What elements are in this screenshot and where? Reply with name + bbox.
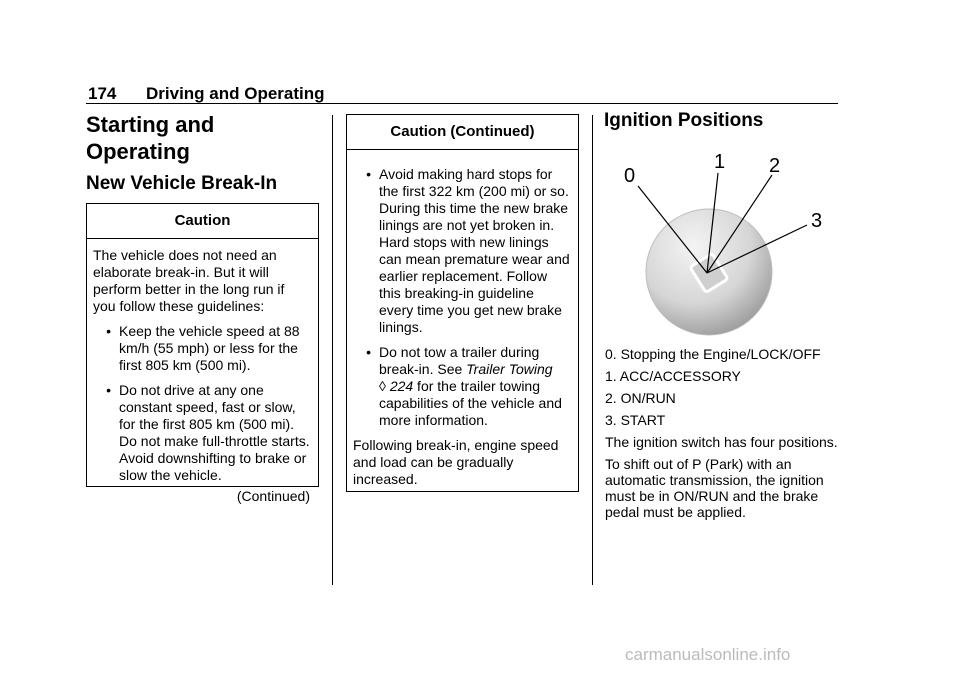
section-title: Driving and Operating xyxy=(146,84,325,103)
positions-list xyxy=(605,346,840,526)
list-item xyxy=(93,323,310,374)
caution-heading: Caution xyxy=(87,204,318,239)
column-divider-right xyxy=(592,115,593,585)
caution-body xyxy=(347,150,578,502)
bullet-icon: • xyxy=(366,344,371,360)
bullet-text: Keep the vehicle speed at 88 km/h (55 mph) or less for the first 805 km (500 mi). xyxy=(119,323,300,373)
page-heading-line1: Starting and xyxy=(86,112,215,137)
list-item: 1. ACC/ACCESSORY xyxy=(605,368,741,384)
page-heading-line2: Operating xyxy=(86,139,190,164)
bullet-text: Avoid making hard stops for the first 322 km (200 mi) or so. During this time the new brake linings are not yet broken in. Hard stops with new linings can mean premature wear and earlier replacement. Follow this breaking-in guideline every time you get new brake linings. xyxy=(379,166,570,335)
caution-intro: The vehicle does not need an elaborate break-in. But it will perform better in the long run if you follow these guidelines: xyxy=(93,247,285,314)
column-divider-left xyxy=(332,115,333,585)
trailer-towing-link[interactable]: Trailer Towing xyxy=(466,361,553,377)
bullet-icon: • xyxy=(106,323,111,339)
caution-heading: Caution (Continued) xyxy=(347,115,578,150)
page-heading xyxy=(86,111,214,165)
position-label-0: 0 xyxy=(624,165,636,187)
list-item: 0. Stopping the Engine/LOCK/OFF xyxy=(605,346,821,362)
caution-box-middle xyxy=(346,114,579,492)
ignition-shift-text: To shift out of P (Park) with an automatic transmission, the ignition must be in ON/RUN and the brake pedal must be applied. xyxy=(605,456,824,520)
bullet-icon: • xyxy=(366,166,371,182)
list-item: 2. ON/RUN xyxy=(605,390,676,406)
ignition-diagram xyxy=(606,140,838,340)
caution-body xyxy=(87,239,318,511)
bullet-text-post: for the trailer towing capabilities of the vehicle and more information. xyxy=(379,378,562,428)
list-item xyxy=(353,166,570,336)
bullet-text xyxy=(379,344,570,429)
bullet-text: Do not drive at any one constant speed, fast or slow, for the first 805 km (500 mi). Do not make full-throttle starts. Avoid downshifting to brake or slow the vehicle. xyxy=(119,382,310,483)
subheading-break-in: New Vehicle Break-In xyxy=(86,173,278,194)
position-label-1: 1 xyxy=(714,151,726,173)
continued-label: (Continued) xyxy=(236,488,310,504)
list-item: 3. START xyxy=(605,412,666,428)
ignition-intro-text: The ignition switch has four positions. xyxy=(605,434,838,450)
caution-box-left xyxy=(86,203,319,504)
header-rule xyxy=(86,103,838,104)
ignition-heading: Ignition Positions xyxy=(604,110,764,131)
list-item xyxy=(93,382,310,484)
list-item xyxy=(353,344,570,429)
position-label-3: 3 xyxy=(811,210,823,232)
page-ref-icon: ◊ xyxy=(379,378,386,394)
closing-text: Following break-in, engine speed and load can be gradually increased. xyxy=(353,437,559,487)
page-ref-number[interactable]: 224 xyxy=(389,378,414,394)
page-number: 174 xyxy=(88,84,117,103)
watermark: carmanualsonline.info xyxy=(625,645,791,664)
bullet-icon: • xyxy=(106,382,111,398)
bullet-text-pre: Do not tow a trailer during break-in. See xyxy=(379,344,540,377)
position-label-2: 2 xyxy=(769,155,781,177)
